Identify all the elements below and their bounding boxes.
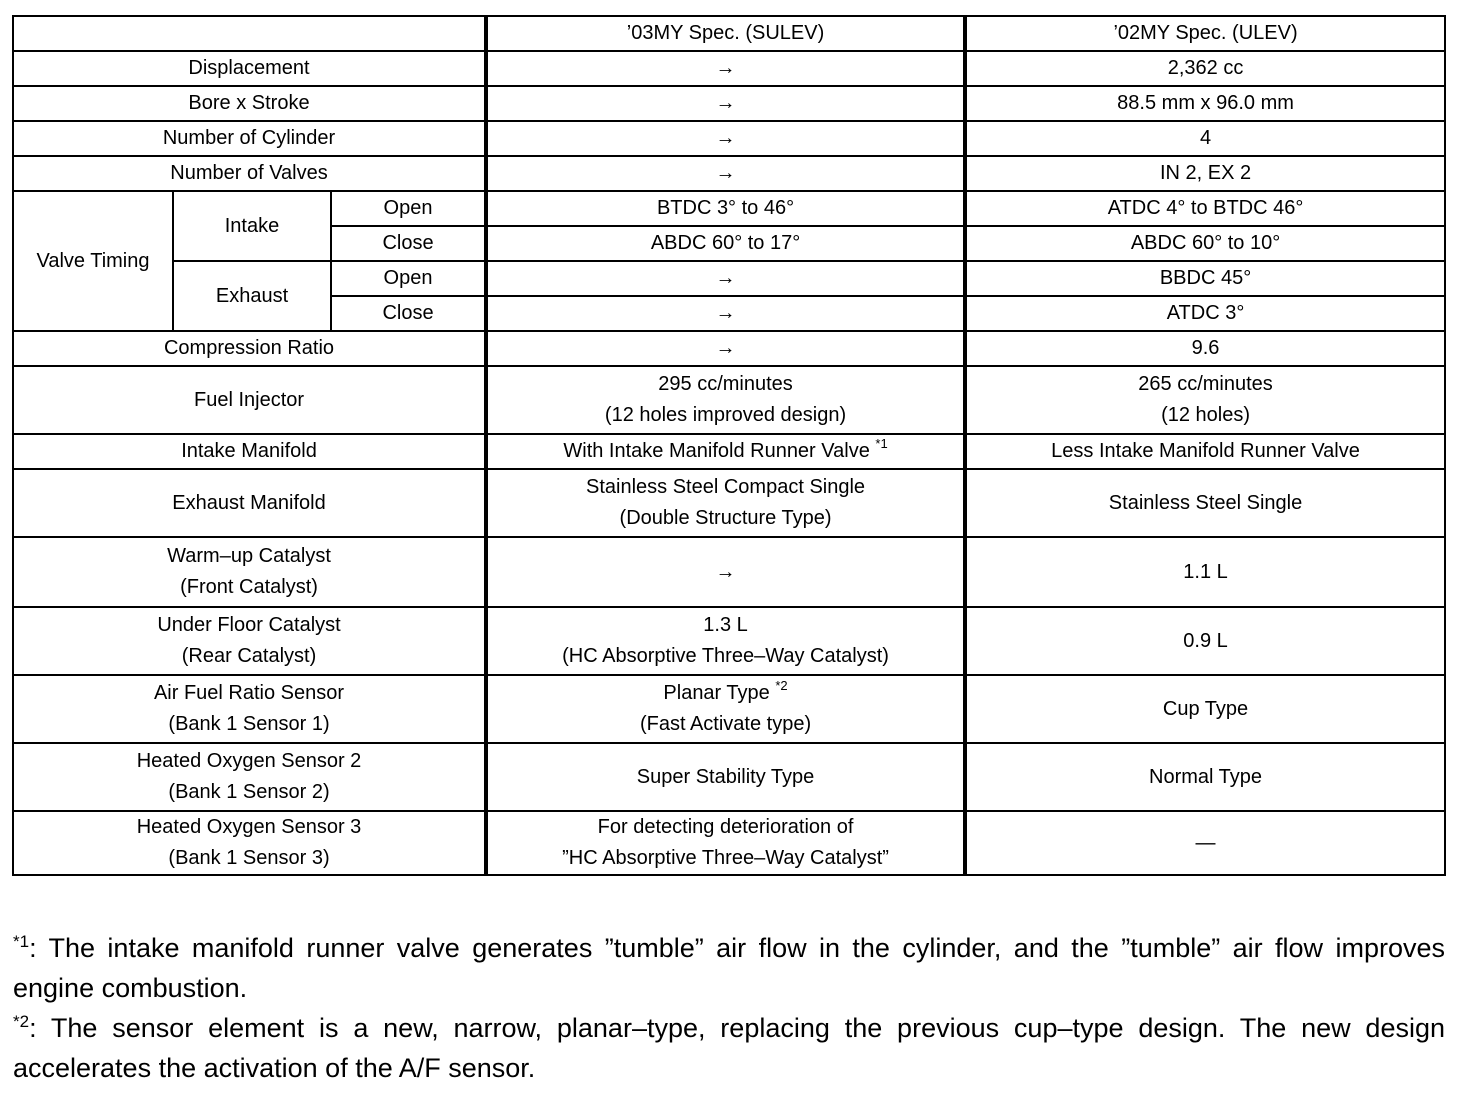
row-label-ho2-sensor2-line1: Heated Oxygen Sensor 2 — [136, 750, 362, 772]
row-label-ho2-sensor2 — [13, 743, 486, 811]
value-03-exhaust-open: → — [486, 261, 965, 296]
row-label-af-sensor — [13, 675, 486, 743]
row-label-ho2-sensor2-line2: (Bank 1 Sensor 2) — [168, 781, 330, 803]
value-03-compression: → — [486, 331, 965, 366]
row-label-underfloor-catalyst-line1: Under Floor Catalyst — [157, 614, 341, 636]
value-02-fuel-injector-line2: (12 holes) — [1161, 404, 1250, 426]
row-label-warmup-catalyst — [13, 537, 486, 607]
footnote-1-mark: *1 — [13, 932, 30, 951]
value-02-cylinders: 4 — [965, 121, 1445, 156]
sub-label-intake-close: Close — [331, 226, 486, 261]
value-03-valves: → — [486, 156, 965, 191]
value-03-fuel-injector-line1: 295 cc/minutes — [658, 373, 793, 395]
table-row — [13, 811, 1445, 875]
table-row — [13, 86, 1445, 121]
value-03-intake-manifold — [486, 434, 965, 469]
value-02-ho2-sensor2: Normal Type — [965, 743, 1445, 811]
engine-spec-table — [12, 15, 1446, 876]
row-label-ho2-sensor3-line1: Heated Oxygen Sensor 3 — [136, 816, 362, 838]
table-row — [13, 191, 1445, 226]
footnote-2 — [13, 1008, 1445, 1088]
value-03-ho2-sensor3 — [486, 811, 965, 875]
row-label-valves: Number of Valves — [13, 156, 486, 191]
value-03-intake-close: ABDC 60° to 17° — [486, 226, 965, 261]
value-02-underfloor-catalyst: 0.9 L — [965, 607, 1445, 675]
value-02-fuel-injector-line1: 265 cc/minutes — [1138, 373, 1273, 395]
row-label-fuel-injector: Fuel Injector — [13, 366, 486, 434]
header-blank-cell — [13, 16, 486, 51]
row-label-ho2-sensor3 — [13, 811, 486, 875]
row-label-exhaust-manifold: Exhaust Manifold — [13, 469, 486, 537]
table-row — [13, 366, 1445, 434]
row-label-bore-stroke: Bore x Stroke — [13, 86, 486, 121]
table-row — [13, 469, 1445, 537]
value-02-exhaust-manifold: Stainless Steel Single — [965, 469, 1445, 537]
value-03-fuel-injector — [486, 366, 965, 434]
row-label-compression: Compression Ratio — [13, 331, 486, 366]
value-03-underfloor-catalyst-line2: (HC Absorptive Three–Way Catalyst) — [562, 645, 889, 667]
value-03-cylinders: → — [486, 121, 965, 156]
row-label-ho2-sensor3-line2: (Bank 1 Sensor 3) — [168, 847, 330, 869]
value-02-compression: 9.6 — [965, 331, 1445, 366]
sub-label-exhaust-close: Close — [331, 296, 486, 331]
sub-label-intake-open: Open — [331, 191, 486, 226]
value-03-af-sensor — [486, 675, 965, 743]
value-02-bore-stroke: 88.5 mm x 96.0 mm — [965, 86, 1445, 121]
row-label-underfloor-catalyst — [13, 607, 486, 675]
row-label-valve-timing: Valve Timing — [13, 191, 173, 331]
row-label-af-sensor-line1: Air Fuel Ratio Sensor — [153, 682, 345, 704]
footnote-mark-2: *2 — [775, 678, 788, 693]
value-03-intake-manifold-text: With Intake Manifold Runner Valve — [563, 440, 870, 462]
value-03-displacement: → — [486, 51, 965, 86]
value-03-warmup-catalyst: → — [486, 537, 965, 607]
table-row — [13, 434, 1445, 469]
footnote-2-mark: *2 — [13, 1012, 30, 1031]
table-row — [13, 261, 1445, 296]
table-row — [13, 607, 1445, 675]
table-row — [13, 537, 1445, 607]
sub-label-exhaust: Exhaust — [173, 261, 331, 331]
value-03-exhaust-manifold — [486, 469, 965, 537]
footnote-1 — [13, 928, 1445, 1008]
value-03-underfloor-catalyst-line1: 1.3 L — [703, 614, 748, 636]
value-02-exhaust-open: BBDC 45° — [965, 261, 1445, 296]
value-02-intake-manifold: Less Intake Manifold Runner Valve — [965, 434, 1445, 469]
footnote-1-text: : The intake manifold runner valve generates ”tumble” air flow in the cylinder, and the ”tumble” air flow improves engine combustion. — [13, 933, 1445, 1003]
value-02-displacement: 2,362 cc — [965, 51, 1445, 86]
sub-label-exhaust-open: Open — [331, 261, 486, 296]
value-03-underfloor-catalyst — [486, 607, 965, 675]
row-label-cylinders: Number of Cylinder — [13, 121, 486, 156]
sub-label-intake: Intake — [173, 191, 331, 261]
value-02-ho2-sensor3: — — [965, 811, 1445, 875]
row-label-af-sensor-line2: (Bank 1 Sensor 1) — [168, 713, 330, 735]
footnotes — [13, 928, 1445, 1088]
table-row — [13, 156, 1445, 191]
table-row — [13, 743, 1445, 811]
table-row — [13, 121, 1445, 156]
value-03-bore-stroke: → — [486, 86, 965, 121]
value-03-ho2-sensor3-line2: ”HC Absorptive Three–Way Catalyst” — [562, 847, 889, 869]
value-02-fuel-injector — [965, 366, 1445, 434]
row-label-underfloor-catalyst-line2: (Rear Catalyst) — [181, 645, 317, 667]
row-label-warmup-catalyst-line2: (Front Catalyst) — [180, 576, 318, 598]
header-row — [13, 16, 1445, 51]
row-label-warmup-catalyst-line1: Warm–up Catalyst — [167, 545, 331, 567]
value-03-ho2-sensor3-line1: For detecting deterioration of — [597, 816, 854, 838]
value-02-valves: IN 2, EX 2 — [965, 156, 1445, 191]
value-03-intake-open: BTDC 3° to 46° — [486, 191, 965, 226]
value-03-exhaust-manifold-line2: (Double Structure Type) — [619, 507, 832, 529]
value-02-exhaust-close: ATDC 3° — [965, 296, 1445, 331]
footnote-mark-1: *1 — [875, 436, 888, 451]
value-02-af-sensor: Cup Type — [965, 675, 1445, 743]
table-row — [13, 675, 1445, 743]
value-02-intake-close: ABDC 60° to 10° — [965, 226, 1445, 261]
value-03-exhaust-manifold-line1: Stainless Steel Compact Single — [586, 476, 866, 498]
value-03-af-sensor-line2: (Fast Activate type) — [639, 713, 812, 735]
value-03-ho2-sensor2: Super Stability Type — [486, 743, 965, 811]
value-03-af-sensor-line1 — [492, 678, 959, 709]
value-03-exhaust-close: → — [486, 296, 965, 331]
value-03-af-sensor-text: Planar Type — [663, 682, 770, 704]
value-02-intake-open: ATDC 4° to BTDC 46° — [965, 191, 1445, 226]
table-row — [13, 331, 1445, 366]
footnote-2-text: : The sensor element is a new, narrow, planar–type, replacing the previous cup–type design. The new design accelerates the activation of the A/F sensor. — [13, 1013, 1445, 1083]
header-03my-spec: ’03MY Spec. (SULEV) — [486, 16, 965, 51]
value-02-warmup-catalyst: 1.1 L — [965, 537, 1445, 607]
header-02my-spec: ’02MY Spec. (ULEV) — [965, 16, 1445, 51]
row-label-displacement: Displacement — [13, 51, 486, 86]
table-row — [13, 51, 1445, 86]
row-label-intake-manifold: Intake Manifold — [13, 434, 486, 469]
value-03-fuel-injector-line2: (12 holes improved design) — [604, 404, 847, 426]
